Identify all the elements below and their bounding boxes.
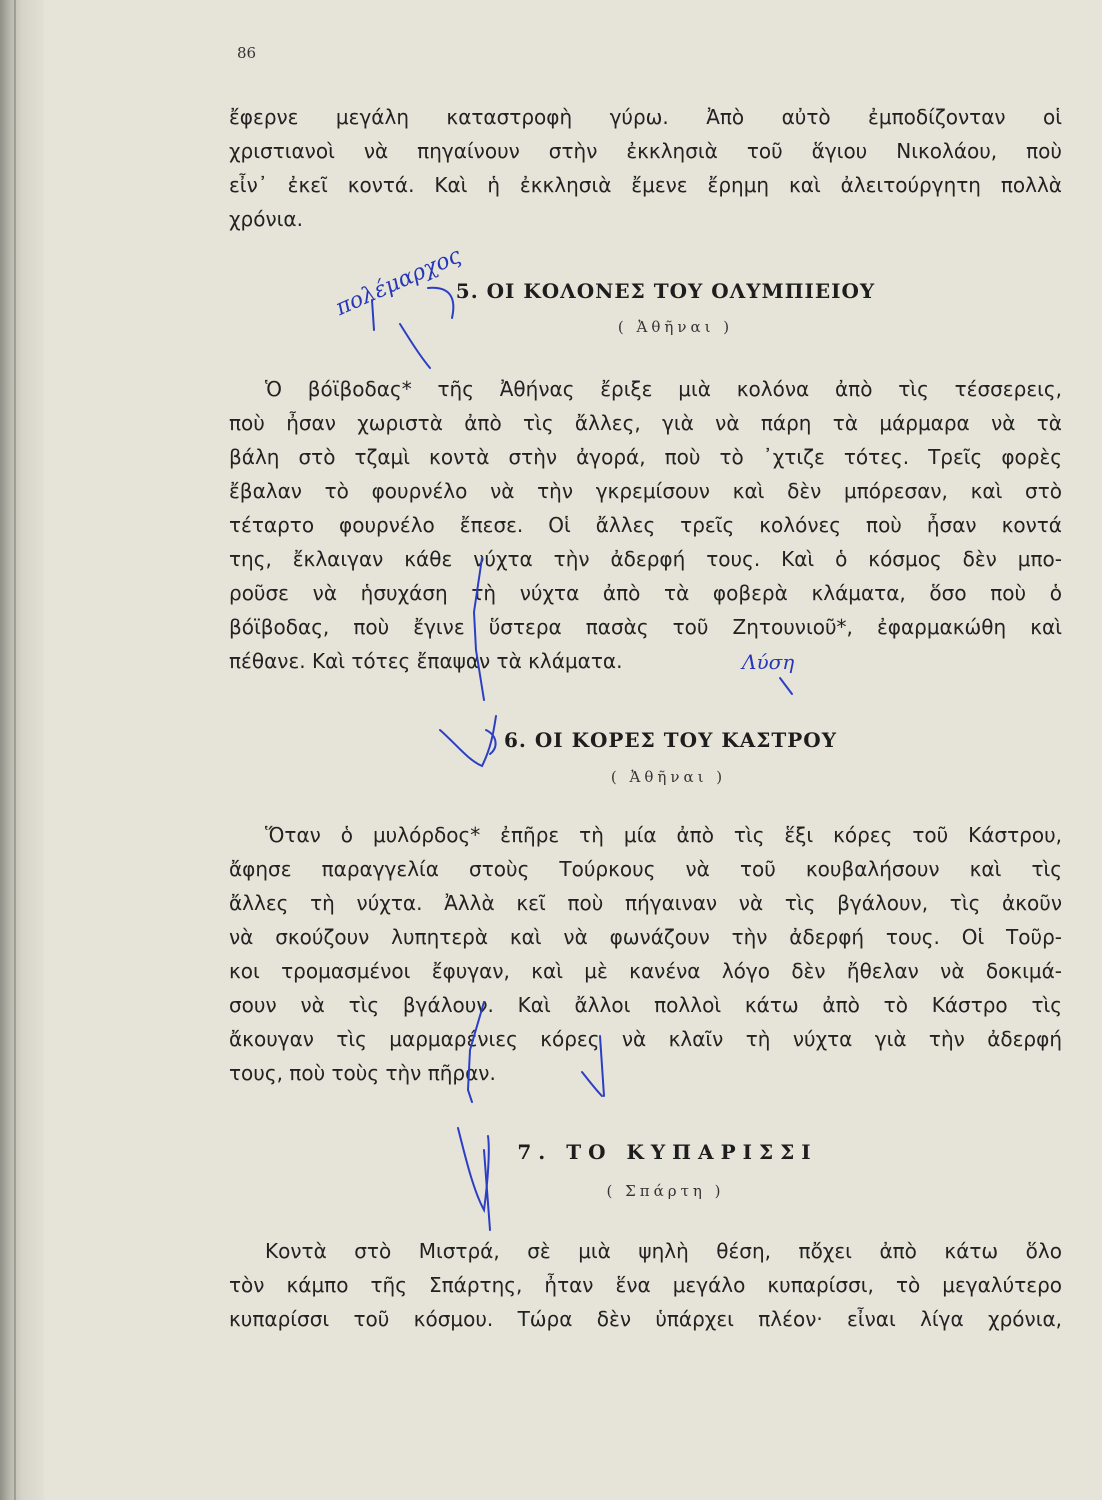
page-binding-edge [0,0,44,1500]
text-line: ἔβαλαν τὸ φουρνέλο νὰ τὴν γκρεμίσουν καὶ δὲν μπόρεσαν, καὶ στὸ [229,479,1062,503]
text-line: Ὁ βόϊβοδας* τῆς Ἀθήνας ἔριξε μιὰ κολόνα ἀπὸ τὶς τέσσερεις, [265,377,1062,401]
section-5-text [229,372,1062,678]
text-line: της, ἔκλαιγαν κάθε νύχτα τὴν ἀδερφή τους. Καὶ ὁ κόσμος δὲν μπο- [229,547,1062,571]
text-line: χριστιανοὶ νὰ πηγαίνουν στὴν ἐκκλησιὰ τοῦ ἅγιου Νικολάου, ποὺ [229,139,1062,163]
text-line: βάλη στὸ τζαμὶ κοντὰ στὴν ἀγορά, ποὺ τὸ ᾽χτιζε τότες. Τρεῖς φορὲς [229,445,1062,469]
text-line: Κοντὰ στὸ Μιστρά, σὲ μιὰ ψηλὴ θέση, πὄχει ἀπὸ κάτω ὅλο [265,1239,1062,1263]
text-line: Ὅταν ὁ μυλόρδος* ἐπῆρε τὴ μία ἀπὸ τὶς ἕξι κόρες τοῦ Κάστρου, [265,823,1062,847]
text-line: εἶν᾽ ἐκεῖ κοντά. Καὶ ἡ ἐκκλησιὰ ἔμενε ἔρημη καὶ ἀλειτούργητη πολλὰ [229,173,1062,197]
text-line: ἄφησε παραγγελία στοὺς Τούρκους νὰ τοῦ κουβαλήσουν καὶ τὶς [229,857,1062,881]
text-line: νὰ σκούζουν λυπητερὰ καὶ νὰ φωνάζουν τὴν ἀδερφή τους. Οἱ Τοῦρ- [229,925,1062,949]
text-line: ροῦσε νὰ ἡσυχάση τὴ νύχτα ἀπὸ τὰ φοβερὰ κλάματα, ὅσο ποὺ ὁ [229,581,1062,605]
pen-mark-end-5 [780,678,792,694]
section-5-heading: 5. ΟΙ ΚΟΛΟΝΕΣ ΤΟΥ ΟΛΥΜΠΙΕΙΟΥ [455,279,876,303]
section-6-text [229,818,1062,1090]
text-line: χρόνια. [229,207,303,231]
text-line: ἔφερνε μεγάλη καταστροφὴ γύρω. Ἀπὸ αὐτὸ ἐμποδίζονταν οἱ [229,105,1062,129]
handwritten-margin-note: πολέμαρχος [332,243,465,321]
text-line: ποὺ ἦσαν χωριστὰ ἀπὸ τὶς ἄλλες, γιὰ νὰ πάρη τὰ μάρμαρα νὰ τὰ [229,411,1062,435]
section-5-place: ( Ἀθῆναι ) [617,318,734,336]
text-line: σουν νὰ τὶς βγάλουν. Καὶ ἄλλοι πολλοὶ κάτω ἀπὸ τὸ Κάστρο τὶς [229,993,1062,1017]
text-line: πέθανε. Καὶ τότες ἔπαψαν τὰ κλάματα. [229,649,623,673]
page-number: 86 [237,44,257,62]
section-7-text [229,1234,1062,1336]
text-line: τὸν κάμπο τῆς Σπάρτης, ἦταν ἕνα μεγάλο κυπαρίσσι, τὸ μεγαλύτερο [229,1273,1062,1297]
handwritten-end-note: Λύση [742,650,795,674]
text-line: κυπαρίσσι τοῦ κόσμου. Τώρα δὲν ὑπάρχει πλέον· εἶναι λίγα χρόνια, [229,1307,1062,1331]
intro-paragraph [229,100,1062,236]
section-7-place: ( Σπάρτη ) [606,1182,725,1200]
text-line: βόϊβοδας, ποὺ ἔγινε ὕστερα πασὰς τοῦ Ζητουνιοῦ*, ἐφαρμακώθη καὶ [229,615,1062,639]
text-line: τέταρτο φουρνέλο ἔπεσε. Οἱ ἄλλες τρεῖς κολόνες ποὺ ἦσαν κοντά [229,513,1062,537]
text-line: ἄλλες τὴ νύχτα. Ἀλλὰ κεῖ ποὺ πήγαιναν νὰ τὶς βγάλουν, τὶς ἀκοῦν [229,891,1062,915]
section-7-heading: 7. ΤΟ ΚΥΠΑΡΙΣΣΙ [517,1140,818,1164]
section-6-heading: 6. ΟΙ ΚΟΡΕΣ ΤΟΥ ΚΑΣΤΡΟΥ [504,728,837,752]
text-line: τους, ποὺ τοὺς τὴν πῆραν. [229,1061,496,1085]
section-6-place: ( Ἀθῆναι ) [610,768,727,786]
text-line: ἄκουγαν τὶς μαρμαρένιες κόρες νὰ κλαῖν τὴ νύχτα γιὰ τὴν ἀδερφή [229,1027,1062,1051]
text-line: κοι τρομασμένοι ἔφυγαν, καὶ μὲ κανένα λόγο δὲν ἤθελαν νὰ δοκιμά- [229,959,1062,983]
